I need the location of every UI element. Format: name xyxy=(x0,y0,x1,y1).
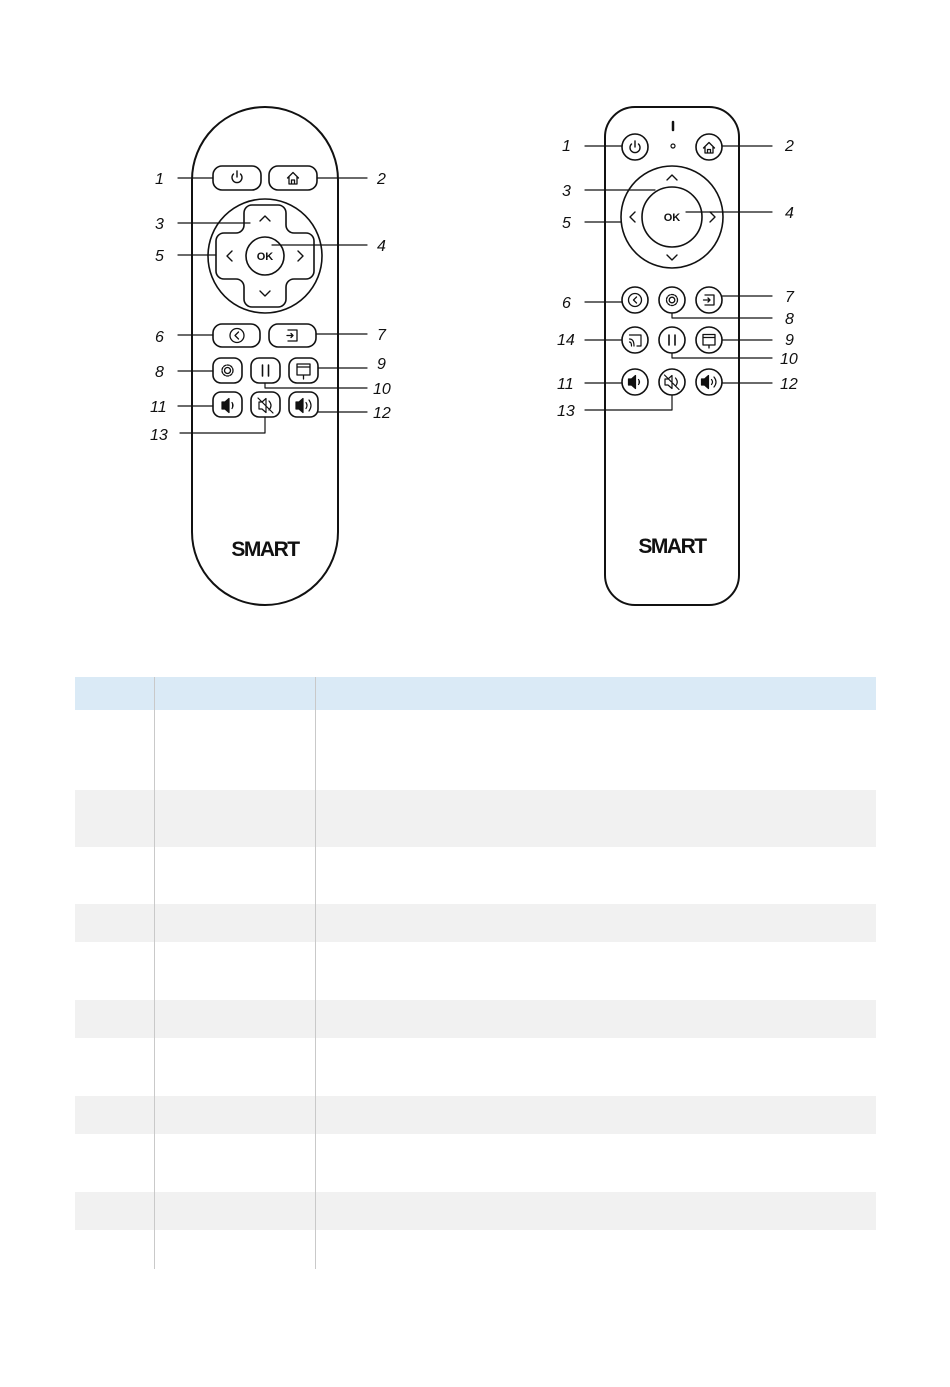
mute-icon xyxy=(665,375,680,390)
callout-number: 11 xyxy=(557,376,574,393)
remote-b-mute-button[interactable] xyxy=(659,369,685,395)
table-row xyxy=(75,904,876,942)
whiteboard-icon xyxy=(703,335,715,349)
remote-b-led xyxy=(671,144,675,148)
input-icon xyxy=(287,330,297,341)
callout-number: 5 xyxy=(155,248,164,265)
callout-number: 10 xyxy=(373,381,391,398)
table-row xyxy=(75,1230,876,1269)
callout-number: 10 xyxy=(780,351,798,368)
volume-down-icon xyxy=(629,376,640,389)
remote-b-pause-button[interactable] xyxy=(659,327,685,353)
callout-number: 3 xyxy=(562,183,571,200)
remote-a-home-button[interactable] xyxy=(269,166,317,190)
table-row xyxy=(75,1192,876,1230)
callout-number: 4 xyxy=(377,238,386,255)
callout-number: 2 xyxy=(785,138,794,155)
callout-number: 8 xyxy=(155,364,164,381)
chevron-down-icon[interactable] xyxy=(667,255,677,260)
callout-number: 13 xyxy=(557,403,575,420)
remote-a-volume-up-button[interactable] xyxy=(289,392,318,417)
remote-b-ok-label: OK xyxy=(663,212,681,224)
mute-icon xyxy=(258,398,273,413)
chevron-down-icon[interactable] xyxy=(260,291,270,296)
callout-number: 9 xyxy=(377,356,386,373)
table-row xyxy=(75,1096,876,1134)
table-header xyxy=(75,677,876,710)
pause-icon xyxy=(669,335,675,345)
callout-number: 6 xyxy=(562,295,571,312)
button-description-table xyxy=(75,677,876,1269)
callout-number: 3 xyxy=(155,216,164,233)
table-row xyxy=(75,1134,876,1192)
remote-a-ok-label: OK xyxy=(256,251,274,263)
chevron-right-icon[interactable] xyxy=(298,251,303,261)
callout-number: 11 xyxy=(150,399,167,416)
callout-number: 12 xyxy=(373,405,391,422)
table-row xyxy=(75,1038,876,1096)
remote-a-whiteboard-button[interactable] xyxy=(289,358,318,383)
table-row xyxy=(75,1000,876,1038)
remote-a-body xyxy=(192,107,338,605)
callout-number: 12 xyxy=(780,376,798,393)
chevron-left-icon[interactable] xyxy=(227,251,232,261)
chevron-right-icon[interactable] xyxy=(710,212,715,222)
remote-b-power-button[interactable] xyxy=(622,134,648,160)
back-icon xyxy=(629,294,642,307)
volume-down-icon xyxy=(222,399,233,413)
remote-b-input-button[interactable] xyxy=(696,287,722,313)
chevron-left-icon[interactable] xyxy=(630,212,635,222)
callout-number: 1 xyxy=(155,171,164,188)
table-row xyxy=(75,710,876,790)
callout-number: 7 xyxy=(377,327,386,344)
callout-number: 5 xyxy=(562,215,571,232)
input-icon xyxy=(704,295,715,305)
remote-b-cast-button[interactable] xyxy=(622,327,648,353)
remote-a xyxy=(178,107,367,605)
remote-b-whiteboard-button[interactable] xyxy=(696,327,722,353)
table-row xyxy=(75,942,876,1000)
remote-a-settings-button[interactable] xyxy=(213,358,242,383)
volume-up-icon xyxy=(702,376,709,389)
callout-number: 8 xyxy=(785,311,794,328)
table-column-divider xyxy=(315,677,316,1269)
volume-up-icon xyxy=(296,399,303,413)
whiteboard-icon xyxy=(297,364,310,379)
power-icon xyxy=(630,141,640,153)
home-icon xyxy=(288,173,299,185)
chevron-up-icon[interactable] xyxy=(667,175,677,180)
pause-icon xyxy=(263,365,269,376)
remote-b-volume-up-button[interactable] xyxy=(696,369,722,395)
callout-number: 2 xyxy=(377,171,386,188)
remote-a-input-button[interactable] xyxy=(269,324,316,347)
remote-a-pause-button[interactable] xyxy=(251,358,280,383)
table-column-divider xyxy=(154,677,155,1269)
remote-a-power-button[interactable] xyxy=(213,166,261,190)
cast-icon xyxy=(630,335,642,346)
power-icon xyxy=(232,171,242,183)
back-icon xyxy=(230,329,244,343)
home-icon xyxy=(704,143,715,154)
gear-icon xyxy=(669,297,675,303)
remote-a-back-button[interactable] xyxy=(213,324,260,347)
callout-number: 13 xyxy=(150,427,168,444)
remote-control-figure xyxy=(0,0,950,660)
gear-icon xyxy=(225,368,231,374)
callout-number: 4 xyxy=(785,205,794,222)
remote-a-mute-button[interactable] xyxy=(251,392,280,417)
remote-b-logo: SMART xyxy=(638,535,706,558)
remote-b xyxy=(585,107,772,605)
callout-number: 6 xyxy=(155,329,164,346)
remote-b-settings-button[interactable] xyxy=(659,287,685,313)
table-row xyxy=(75,790,876,847)
callout-number: 14 xyxy=(557,332,575,349)
callout-number: 9 xyxy=(785,332,794,349)
callout-number: 7 xyxy=(785,289,794,306)
remote-b-volume-down-button[interactable] xyxy=(622,369,648,395)
remote-b-home-button[interactable] xyxy=(696,134,722,160)
table-row xyxy=(75,847,876,904)
remote-b-back-button[interactable] xyxy=(622,287,648,313)
callout-number: 1 xyxy=(562,138,571,155)
remote-a-volume-down-button[interactable] xyxy=(213,392,242,417)
remote-a-logo: SMART xyxy=(231,538,299,561)
chevron-up-icon[interactable] xyxy=(260,216,270,221)
